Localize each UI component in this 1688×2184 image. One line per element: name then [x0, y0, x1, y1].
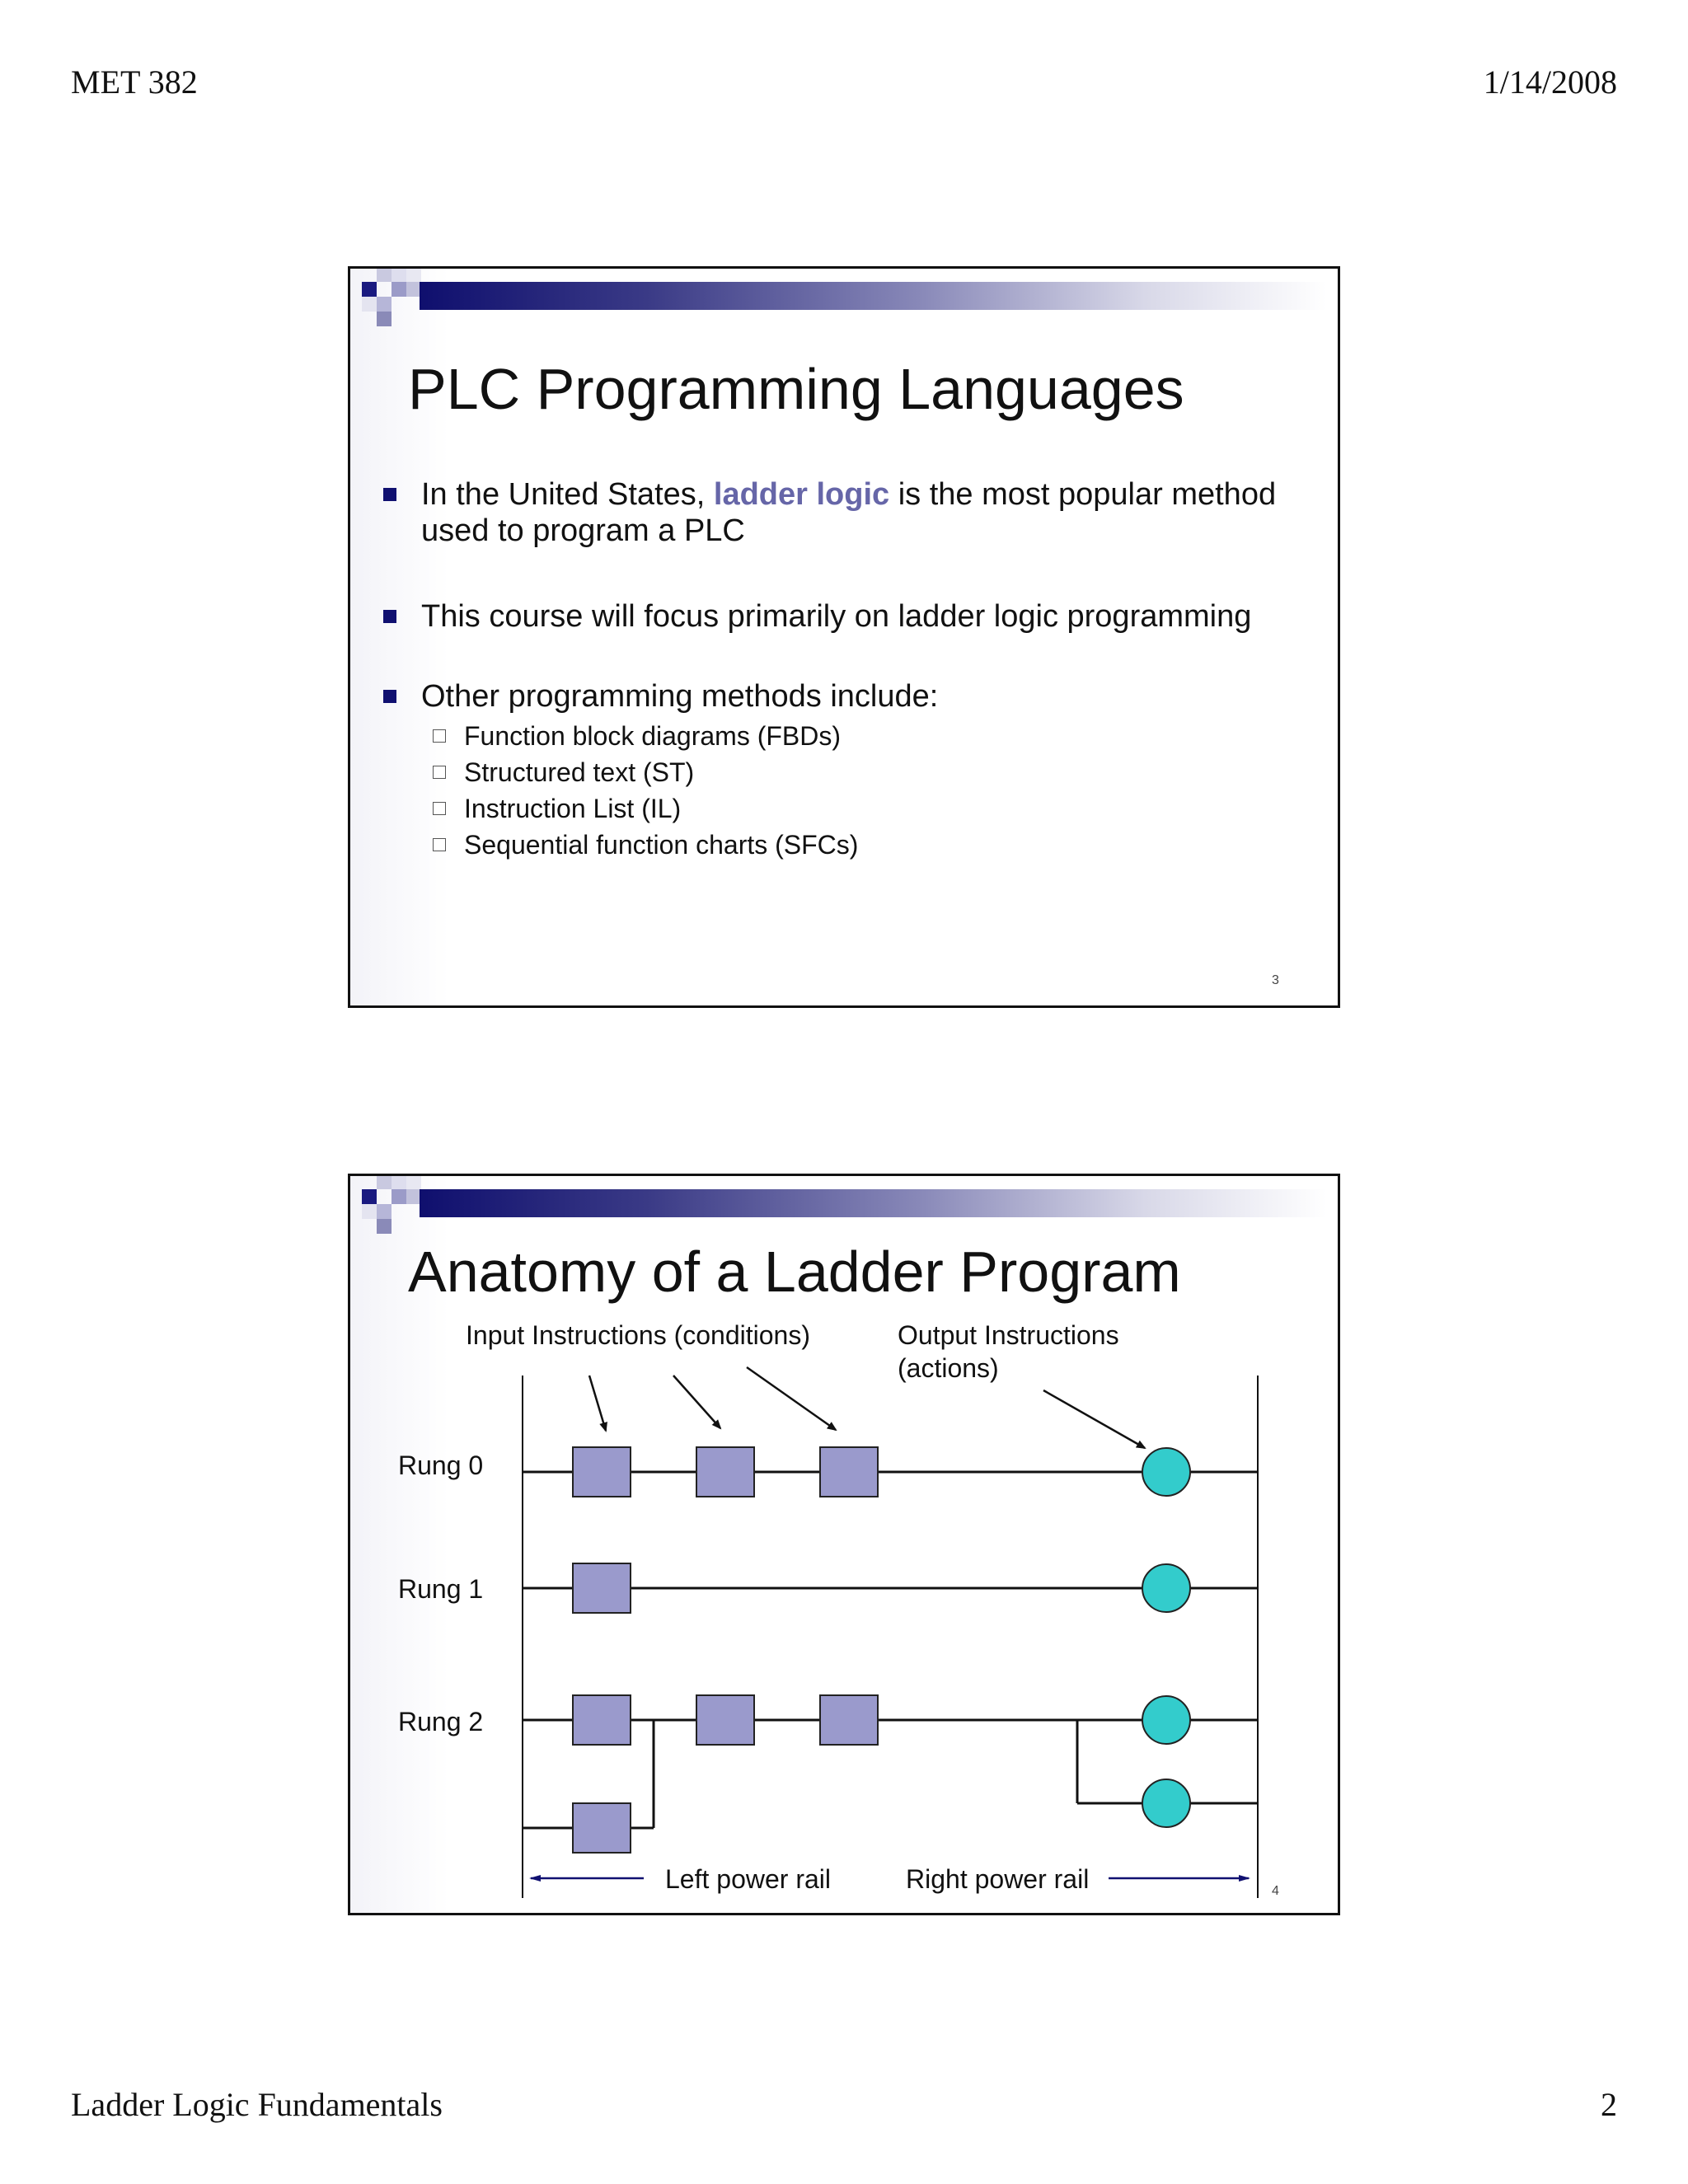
hollow-square-icon: [433, 838, 446, 851]
decor-square: [406, 269, 421, 282]
slide-title: PLC Programming Languages: [408, 357, 1184, 421]
output-instruction: [1142, 1564, 1190, 1612]
pointer-arrow: [747, 1367, 836, 1430]
slide-number: 3: [1272, 973, 1279, 987]
input-instruction: [696, 1695, 754, 1745]
output-instruction: [1142, 1779, 1190, 1827]
decor-square: [392, 269, 406, 282]
hollow-square-icon: [433, 729, 446, 743]
input-instruction: [573, 1803, 631, 1853]
pointer-arrow: [1043, 1390, 1145, 1448]
page-date: 1/14/2008: [1483, 63, 1617, 101]
input-instruction: [820, 1695, 878, 1745]
input-instructions-label: Input Instructions (conditions): [466, 1320, 810, 1350]
bullet-square-icon: [383, 488, 396, 501]
decor-square: [362, 282, 377, 297]
title-band-decoration: [420, 282, 1326, 310]
output-instructions-label: Output Instructions: [898, 1320, 1119, 1350]
slide-ladder-anatomy: [348, 1174, 1340, 1915]
output-instructions-label-line2: (actions): [898, 1353, 999, 1383]
rung-label-1: Rung 1: [398, 1574, 484, 1604]
decor-square: [377, 269, 392, 282]
page-number: 2: [1601, 2086, 1617, 2123]
decor-square: [392, 282, 406, 297]
bullet-square-icon: [383, 690, 396, 703]
bullet-course-focus: [383, 598, 1306, 635]
input-instruction: [820, 1447, 878, 1497]
bullet-text: This course will focus primarily on ladder logic programming: [421, 599, 1252, 634]
input-instruction: [573, 1563, 631, 1613]
slide-plc-languages: PLC Programming Languages In the United States, ladder logic is the most popular method used to program a PLC This course will focus primarily on ladder logic programming Other programming methods include: Function block diagrams (FBDs) Structured text (ST) Instruction List (IL) Sequential function charts (SFCs) 3: [348, 266, 1340, 1008]
left-rail-label: Left power rail: [665, 1864, 831, 1894]
right-rail-label: Right power rail: [906, 1864, 1090, 1894]
bullet-ladder-logic: [383, 476, 1306, 551]
rung-label-0: Rung 0: [398, 1451, 484, 1480]
rung-label-2: Rung 2: [398, 1707, 484, 1736]
decor-square: [406, 282, 420, 297]
input-instruction: [696, 1447, 754, 1497]
bullet-square-icon: [383, 610, 396, 623]
slide-number: 4: [1272, 1884, 1279, 1898]
pointer-arrow: [589, 1376, 606, 1431]
output-instruction: [1142, 1448, 1190, 1496]
decor-square: [377, 297, 392, 312]
input-instruction: [573, 1447, 631, 1497]
decor-square: [377, 312, 392, 326]
output-instruction: [1142, 1696, 1190, 1744]
bullet-text: In the United States, ladder logic is the most popular method used to program a PLC: [421, 477, 1277, 548]
highlight-ladder-logic: ladder logic: [713, 477, 890, 512]
ladder-diagram: [350, 1176, 1340, 1915]
bullet-other-methods: [383, 678, 1306, 715]
decor-square: [362, 297, 377, 312]
bullet-text: Other programming methods include:: [421, 679, 939, 714]
course-code: MET 382: [71, 63, 198, 101]
footer-title: Ladder Logic Fundamentals: [71, 2086, 443, 2123]
pointer-arrow: [673, 1376, 720, 1428]
slide-title: Anatomy of a Ladder Program: [408, 1240, 1181, 1304]
input-instruction: [573, 1695, 631, 1745]
hollow-square-icon: [433, 766, 446, 779]
hollow-square-icon: [433, 802, 446, 815]
